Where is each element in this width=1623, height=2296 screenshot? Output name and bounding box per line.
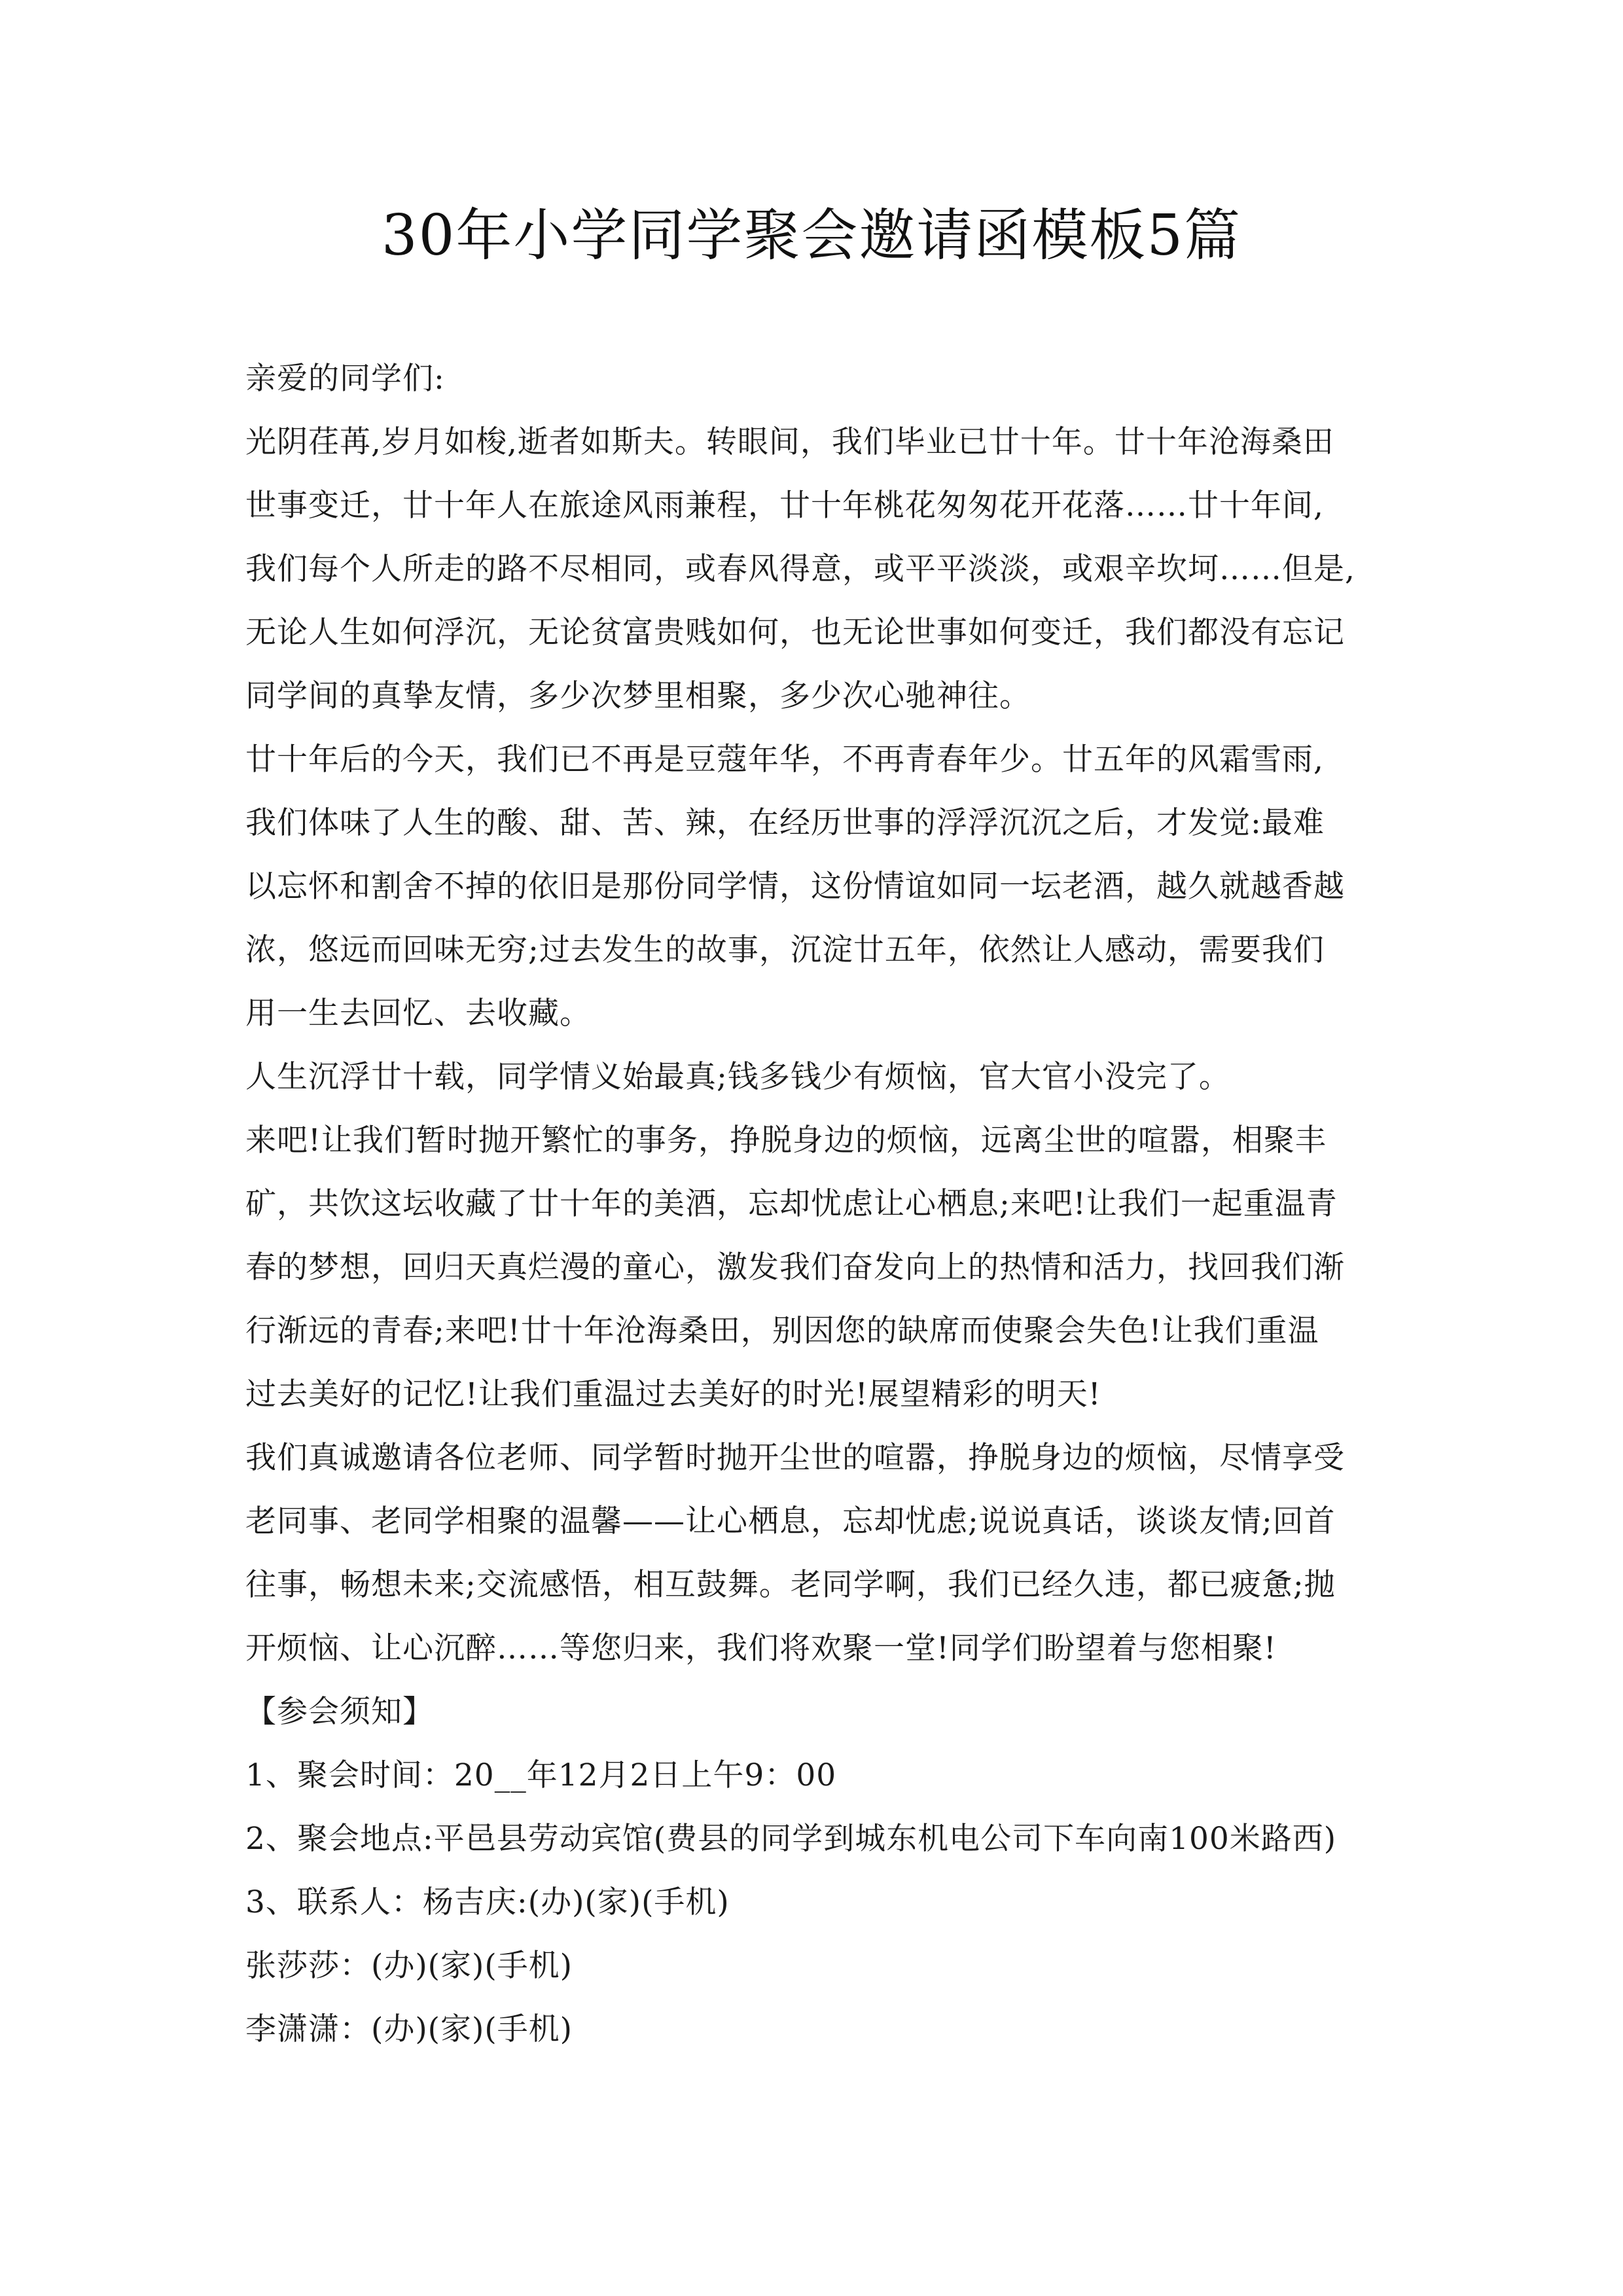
document-body	[245, 347, 1384, 2061]
paragraph-line: 同学间的真挚友情，多少次梦里相聚，多少次心驰神往。	[245, 678, 1031, 714]
notice-item: 2、聚会地点:平邑县劳动宾馆(费县的同学到城东机电公司下车向南100米路西)	[245, 1821, 1337, 1857]
paragraph-line: 光阴荏苒,岁月如梭,逝者如斯夫。转眼间，我们毕业已廿十年。廿十年沧海桑田	[245, 424, 1334, 460]
paragraph-line: 世事变迁，廿十年人在旅途风雨兼程，廿十年桃花匆匆花开花落……廿十年间,	[245, 488, 1324, 524]
paragraph-line: 无论人生如何浮沉，无论贫富贵贱如何，也无论世事如何变迁，我们都没有忘记	[245, 615, 1345, 651]
document-title: 30年小学同学聚会邀请函模板5篇	[381, 203, 1242, 268]
paragraph-line: 春的梦想，回归天真烂漫的童心，激发我们奋发向上的热情和活力，找回我们渐	[245, 1249, 1345, 1285]
paragraph-line: 浓，悠远而回味无穷;过去发生的故事，沉淀廿五年，依然让人感动，需要我们	[245, 932, 1325, 968]
paragraph-line: 用一生去回忆、去收藏。	[245, 996, 591, 1031]
paragraph-line: 老同事、老同学相聚的温馨——让心栖息，忘却忧虑;说说真话，谈谈友情;回首	[245, 1503, 1336, 1539]
paragraph-line: 开烦恼、让心沉醉……等您归来，我们将欢聚一堂!同学们盼望着与您相聚!	[245, 1630, 1277, 1666]
contact-line: 李潇潇：(办)(家)(手机)	[245, 2011, 573, 2047]
paragraph-line: 我们体味了人生的酸、甜、苦、辣，在经历世事的浮浮沉沉之后，才发觉:最难	[245, 805, 1325, 841]
section-heading: 【参会须知】	[245, 1694, 434, 1730]
notice-item: 3、联系人：杨吉庆:(办)(家)(手机)	[245, 1884, 730, 1920]
paragraph-line: 人生沉浮廿十载，同学情义始最真;钱多钱少有烦恼，官大官小没完了。	[245, 1059, 1230, 1095]
paragraph-line: 廿十年后的今天，我们已不再是豆蔻年华，不再青春年少。廿五年的风霜雪雨,	[245, 742, 1324, 778]
paragraph-line: 矿，共饮这坛收藏了廿十年的美酒，忘却忧虑让心栖息;来吧!让我们一起重温青	[245, 1186, 1338, 1222]
paragraph-line: 我们每个人所走的路不尽相同，或春风得意，或平平淡淡，或艰辛坎坷……但是,	[245, 551, 1355, 587]
paragraph-line: 以忘怀和割舍不掉的依旧是那份同学情，这份情谊如同一坛老酒，越久就越香越	[245, 869, 1345, 905]
paragraph-line: 我们真诚邀请各位老师、同学暂时抛开尘世的喧嚣，挣脱身边的烦恼，尽情享受	[245, 1440, 1345, 1476]
paragraph-line: 过去美好的记忆!让我们重温过去美好的时光!展望精彩的明天!	[245, 1376, 1101, 1412]
salutation: 亲爱的同学们:	[245, 361, 445, 397]
paragraph-line: 行渐远的青春;来吧!廿十年沧海桑田，别因您的缺席而使聚会失色!让我们重温	[245, 1313, 1319, 1349]
contact-line: 张莎莎：(办)(家)(手机)	[245, 1948, 573, 1984]
paragraph-line: 往事，畅想未来;交流感悟，相互鼓舞。老同学啊，我们已经久违，都已疲惫;抛	[245, 1567, 1336, 1603]
notice-item: 1、聚会时间：20__年12月2日上午9：00	[245, 1757, 837, 1793]
paragraph-line: 来吧!让我们暂时抛开繁忙的事务，挣脱身边的烦恼，远离尘世的喧嚣，相聚丰	[245, 1122, 1327, 1158]
